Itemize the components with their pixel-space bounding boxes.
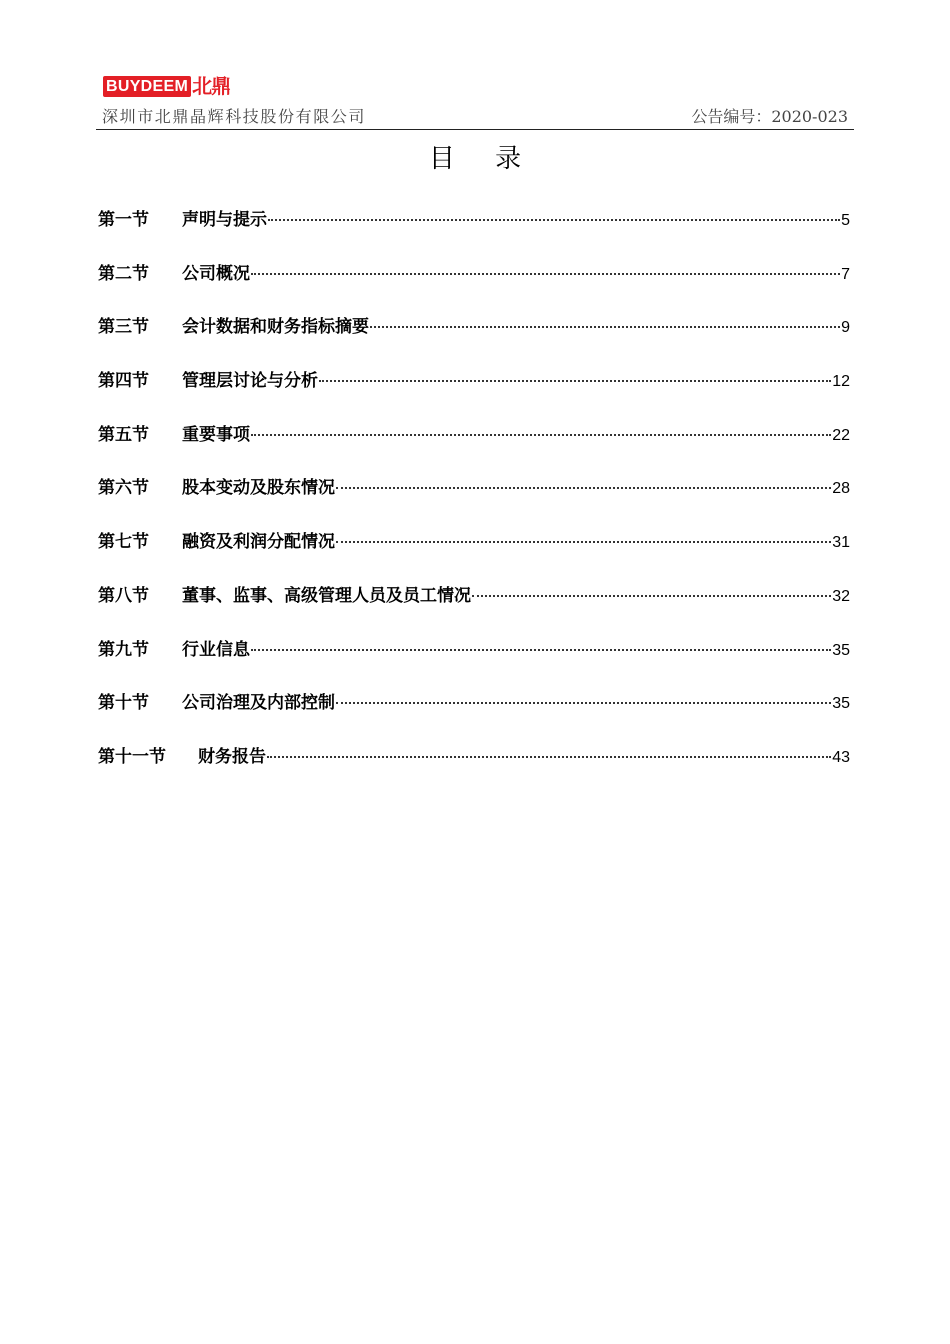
toc-page-number: 9 xyxy=(841,319,850,337)
toc-leader-dots xyxy=(251,273,840,275)
toc-leader-dots xyxy=(336,541,831,543)
toc-section-number: 第一节 xyxy=(98,210,149,230)
toc-section-title: 股本变动及股东情况 xyxy=(182,478,335,499)
toc-leader-dots xyxy=(268,219,840,221)
toc-leader-dots xyxy=(319,380,831,382)
notice-number: 公告编号：2020-023 xyxy=(691,107,848,126)
toc-leader-dots xyxy=(472,595,831,597)
toc-entry[interactable] xyxy=(98,422,850,476)
toc-entry[interactable] xyxy=(98,368,850,422)
toc-entry[interactable] xyxy=(98,637,850,691)
toc-page-number: 43 xyxy=(832,748,850,766)
toc-section-title: 融资及利润分配情况 xyxy=(182,532,335,553)
toc-leader-dots xyxy=(267,756,831,758)
toc-page-number: 35 xyxy=(832,695,850,713)
page-header xyxy=(96,105,854,127)
toc-section-number: 第八节 xyxy=(98,585,149,606)
page-title: 目 录 xyxy=(428,144,538,174)
logo-chinese: 北鼎 xyxy=(192,74,231,98)
company-name: 深圳市北鼎晶辉科技股份有限公司 xyxy=(102,107,367,126)
toc-entry[interactable] xyxy=(98,583,850,637)
toc-section-title: 重要事项 xyxy=(182,424,250,445)
toc-section-number: 第三节 xyxy=(98,317,149,338)
toc-section-number: 第七节 xyxy=(98,532,149,553)
toc-section-title: 声明与提示 xyxy=(182,210,267,230)
toc-page-number: 35 xyxy=(832,641,850,659)
toc-entry[interactable] xyxy=(98,529,850,583)
toc-entry[interactable] xyxy=(98,690,850,744)
toc-entry[interactable] xyxy=(98,314,850,368)
toc-leader-dots xyxy=(251,434,831,436)
toc-entry[interactable] xyxy=(98,207,850,261)
toc-page-number: 32 xyxy=(832,587,850,605)
toc-page-number: 7 xyxy=(841,265,850,283)
toc-page-number: 31 xyxy=(832,534,850,552)
toc-leader-dots xyxy=(370,326,840,328)
toc-leader-dots xyxy=(336,487,831,489)
toc-entry[interactable] xyxy=(98,475,850,529)
toc-page-number: 12 xyxy=(832,373,850,391)
toc-section-title: 财务报告 xyxy=(198,746,266,767)
toc-section-number: 第九节 xyxy=(98,639,149,660)
toc-section-title: 管理层讨论与分析 xyxy=(182,371,318,392)
toc-section-title: 行业信息 xyxy=(182,639,250,660)
toc-section-number: 第四节 xyxy=(98,371,149,392)
toc-section-number: 第十一节 xyxy=(98,746,166,767)
toc-page-number: 28 xyxy=(832,480,850,498)
logo-wordmark: BUYDEEM xyxy=(103,76,191,97)
toc-page-number: 22 xyxy=(832,426,850,444)
toc-entry[interactable] xyxy=(98,744,850,798)
toc-leader-dots xyxy=(251,649,831,651)
toc-section-title: 公司概况 xyxy=(182,263,250,284)
toc-section-number: 第六节 xyxy=(98,478,149,499)
toc-leader-dots xyxy=(336,702,831,704)
toc-section-number: 第五节 xyxy=(98,424,149,445)
toc-section-title: 会计数据和财务指标摘要 xyxy=(182,317,369,338)
toc-entry[interactable] xyxy=(98,261,850,315)
toc-page-number: 5 xyxy=(841,212,850,229)
header-divider xyxy=(96,129,854,130)
toc-section-title: 公司治理及内部控制 xyxy=(182,693,335,714)
company-logo xyxy=(103,74,230,98)
toc-section-number: 第二节 xyxy=(98,263,149,284)
toc-section-number: 第十节 xyxy=(98,693,149,714)
table-of-contents xyxy=(98,207,850,798)
toc-section-title: 董事、监事、高级管理人员及员工情况 xyxy=(182,585,471,606)
